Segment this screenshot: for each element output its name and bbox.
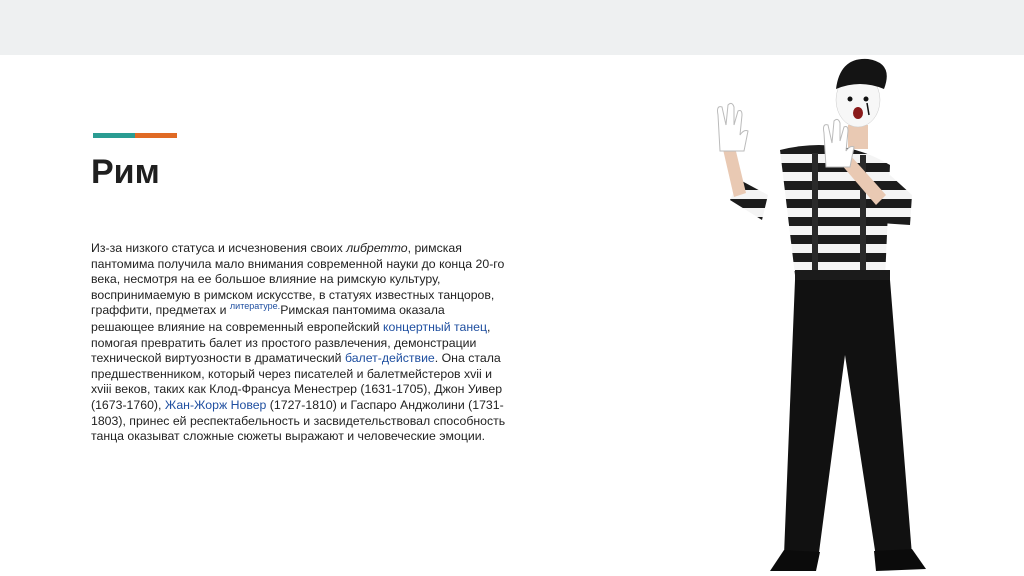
text-part: Из-за низкого статуса и исчезновения своих — [91, 241, 347, 255]
text-part: . Она стала предшественником, который через писателей и балетмейстеров xvii и xviii веков, таких как Клод-Франсуа Менестрер (1631-1705), Джон Уивер (1673-1760), — [91, 351, 503, 412]
text-part: (1727-1810) и Гаспаро Анджолини (1731-1803), принес ей респектабельность и засвидетельствовал способность танца оказыват сложные сюжеты выражают и человеческие эмоции. — [91, 397, 506, 444]
accent-teal — [93, 133, 135, 138]
text-part: Римская пантомима оказала решающее влияние на современный европейский — [91, 303, 445, 334]
link-ballet-action[interactable]: балет-действие — [344, 351, 435, 366]
italic-term: либретто — [346, 241, 408, 255]
text-part: , помогая превратить балет из простого развлечения, демонстрации технической виртуозности в драматический — [91, 319, 491, 366]
mime-illustration — [700, 55, 940, 576]
link-noverre[interactable]: Жан-Жорж Новер — [164, 397, 267, 412]
slide-title: Рим — [91, 153, 160, 191]
link-concert-dance[interactable]: концертный танец — [383, 319, 488, 334]
text-part: , римская пантомима получила мало внимания современной науки до конца 20-го века, несмотря на ее большое влияние на римскую культуру, воспринимаемую в римском искусстве, в статуях известных танцоров, граффити, предметах и — [91, 241, 505, 318]
accent-orange — [135, 133, 177, 138]
body-paragraph — [91, 241, 511, 445]
footnote-link[interactable]: литературе. — [229, 301, 281, 312]
title-accent-bar — [93, 133, 177, 138]
top-band — [0, 0, 1024, 55]
